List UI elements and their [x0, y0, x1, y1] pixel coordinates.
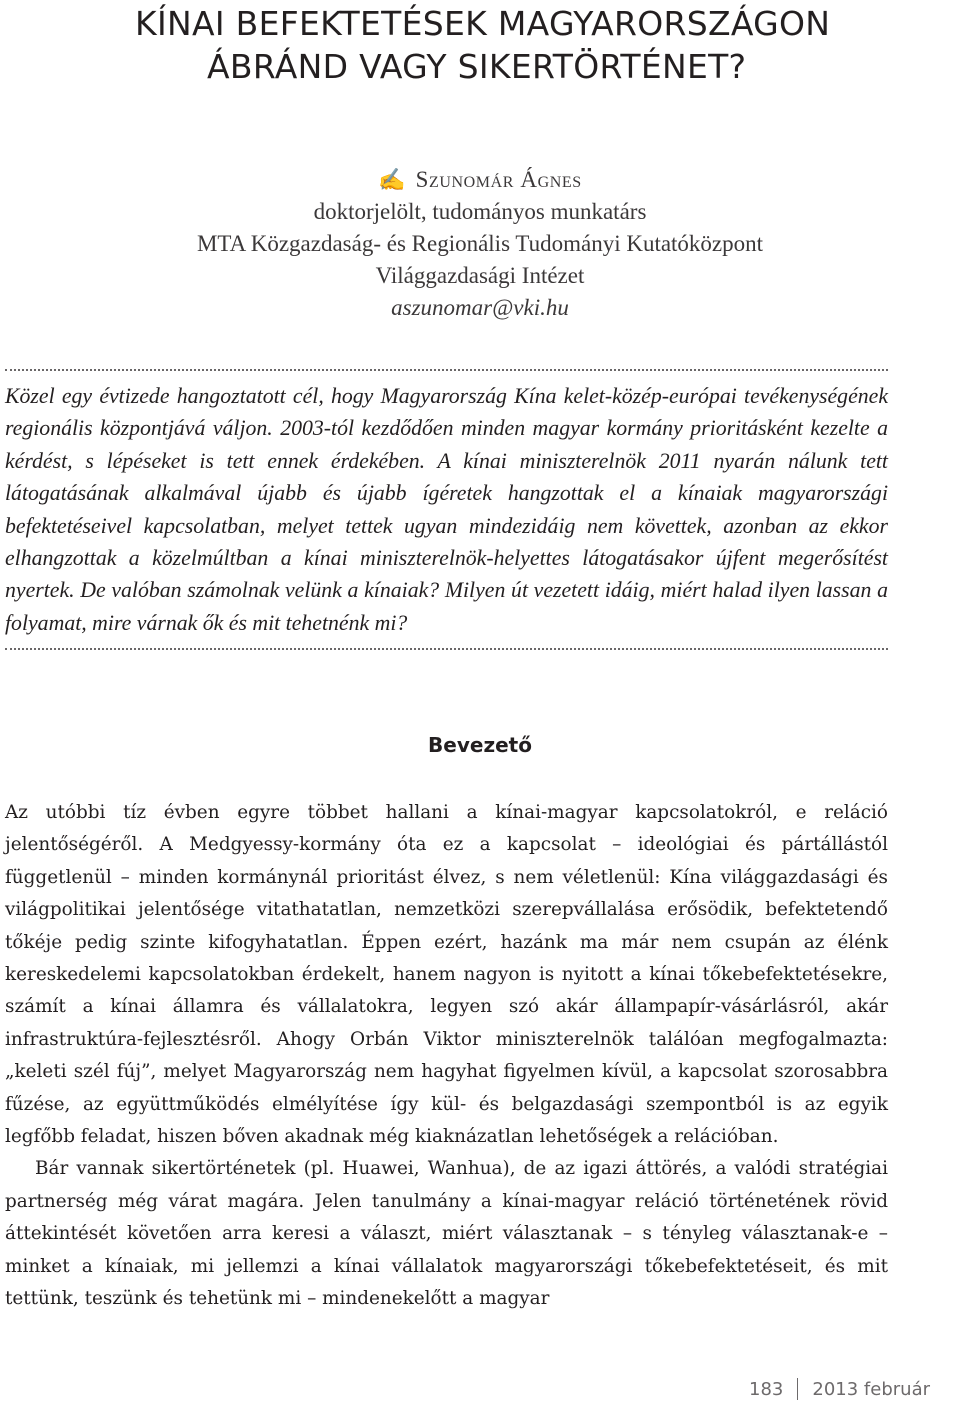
footer-separator: [797, 1378, 798, 1400]
author-position: doktorjelölt, tudományos munkatárs: [313, 199, 647, 224]
author-institution: MTA Közgazdaság- és Regionális Tudományi Kutatóközpont: [196, 231, 764, 256]
author-department: Világgazdasági Intézet: [375, 263, 585, 288]
author-block: [0, 164, 960, 324]
article-title: [135, 2, 835, 88]
abstract-bottom-divider: [5, 648, 888, 650]
abstract: Közel egy évtizede hangoztatott cél, hogy Magyarország Kína kelet-közép-európai tevékenységének regionális központjává váljon. 2003-tól kezdődően minden magyar kormány prioritásként kezelte a kérdést, s lépéseket is tett ennek érdekében. A kínai miniszterelnök 2011 nyarán nálunk tett látogatásának alkalmával újabb és újabb ígéretek hangzottak el a kínaiak magyarországi befektetéseivel kapcsolatban, melyet tettek ugyan mindezidáig nem követtek, azonban az ekkor elhangzottak a közelmúltban a kínai miniszterelnök-helyettes látogatásakor újfent megerősítést nyertek. De valóban számolnak velünk a kínaiak? Milyen út vezetett idáig, miért halad ilyen lassan a folyamat, mire várnak ők és mit tehetnénk mi?: [5, 384, 888, 635]
author-name: Szunomár Ágnes: [415, 167, 582, 192]
abstract-top-divider: [5, 369, 888, 371]
body-paragraph: Az utóbbi tíz évben egyre többet hallani a kínai-magyar kapcsolatokról, e reláció jelentőségéről. A Medgyessy-kormány óta ez a kapcsolat – ideológiai és pártállástól függetlenül – minden kormánynál prioritást élvez, s nem véletlenül: Kína világgazdasági és világpolitikai jelentősége vitathatatlan, nemzetközi szerepvállalása erősödik, befektetendő tőkéje pedig szinte kifogyhatatlan. Éppen ezért, hazánk ma már nem csupán az élénk kereskedelemi kapcsolatokban érdekelt, hanem nagyon is nyitott a kínai tőkebefektetésekre, számít a kínai államra és vállalatokra, legyen szó akár állampapír-vásárlásról, akár infrastruktúra-fejlesztésről. Ahogy Orbán Viktor miniszterelnök találóan megfogalmazta: „keleti szél fúj”, melyet Magyarország nem hagyhat figyelmen kívül, a kapcsolat szorosabbra fűzése, az együttműködés elmélyítése így kül- és belgazdasági szempontból is az egyik legfőbb feladat, hiszen bőven akadnak még kiaknázatlan lehetőségek a relációban.: [5, 802, 888, 1148]
article-title-line-2: ÁBRÁND VAGY SIKERTÖRTÉNET?: [207, 47, 747, 86]
body-paragraph: Bár vannak sikertörténetek (pl. Huawei, Wanhua), de az igazi áttörés, a valódi stratégiai partnerség még várat magára. Jelen tanulmány a kínai-magyar reláció történetének rövid áttekintését követően arra keresi a választ, miért választanak – s tényleg választanak-e – minket a kínaiak, mi jellemzi a kínai vállalatok magyarországi tőkebefektetéseit, és mit tettünk, teszünk és tehetünk mi – mindenekelőtt a magyar: [5, 1158, 888, 1310]
pen-icon: ✍: [378, 167, 406, 192]
author-name-line: [0, 164, 960, 196]
page-number: 183: [749, 1378, 784, 1400]
section-heading: Bevezető: [428, 733, 532, 757]
issue-date: 2013 február: [812, 1378, 930, 1400]
body-text: [5, 797, 888, 1316]
article-title-line-1: KÍNAI BEFEKTETÉSEK MAGYARORSZÁGON: [135, 4, 831, 43]
page-footer: [749, 1378, 930, 1400]
author-email[interactable]: aszunomar@vki.hu: [391, 295, 569, 320]
